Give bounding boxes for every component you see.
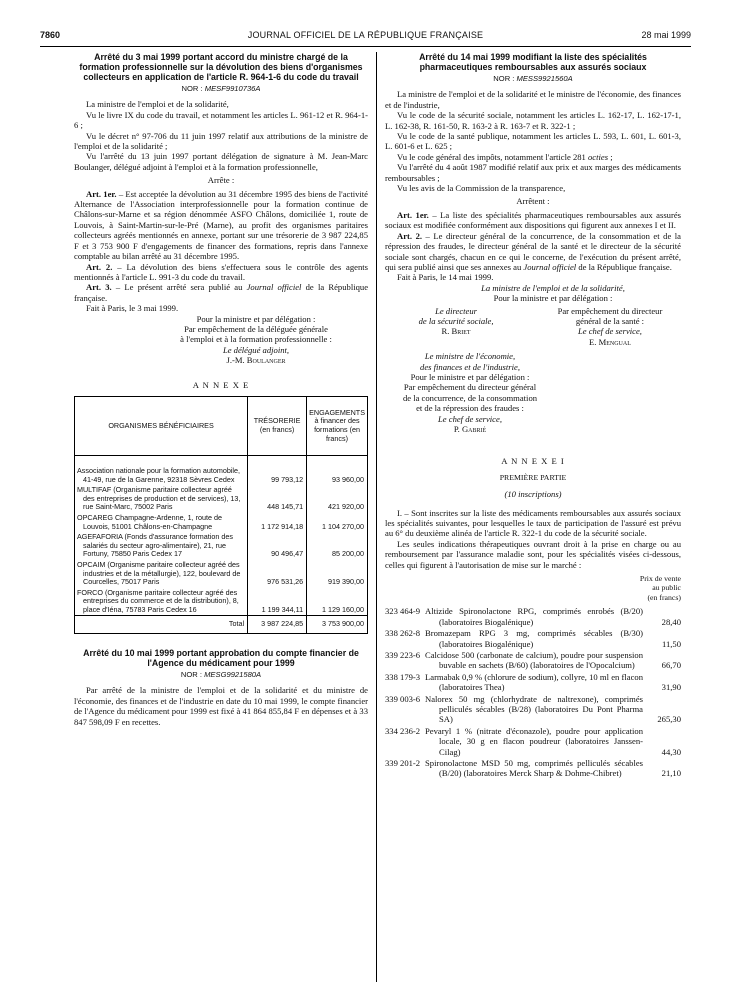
- header-rule: [40, 46, 691, 47]
- arretent-heading: Arrêtent :: [516, 196, 550, 207]
- decree-title: Arrêté du 3 mai 1999 portant accord du ministre chargé de la formation professionnelle sur la dévolution des biens d'organismes collecteurs en application de l'article R. 964-1-6 du code du travail: [79, 52, 363, 82]
- paragraph: Vu l'arrêté du 13 juin 1997 portant délégation de signature à M. Jean-Marc Boulanger, délégué adjoint à l'emploi et à la formation professionnelle,: [74, 151, 368, 172]
- column-header: TRÉSORERIE (en francs): [248, 396, 307, 455]
- list-item: 339 201-2 Spironolactone MSD 50 mg, comprimés pelliculés sécables (B/20) (laboratoires Merck Sharp & Dohme-Chibret) 21,10: [385, 757, 681, 779]
- nor-reference: NOR : MESS9921560A: [493, 74, 573, 83]
- table-total-row: Total 3 987 224,85 3 753 900,00: [75, 616, 368, 634]
- list-item: 334 236-2 Pevaryl 1 % (nitrate d'éconazole), poudre pour application locale, 30 g en flacon poudreur (laboratoires Janssen-Cilag) 44,30: [385, 725, 681, 757]
- table-row: OPCAIM (Organisme paritaire collecteur agréé des industries et de la métallurgie), 122, boulevard de Courcelles, 75017 Paris 976 531,26 919 390,00: [75, 560, 368, 588]
- table-row: OPCAREG Champagne-Ardenne, 1, route de Louvois, 51001 Châlons-en-Champagne 1 172 914,18 1 104 270,00: [75, 513, 368, 532]
- article: Art. 2. – Le directeur général de la concurrence, de la consommation et de la répression des fraudes, le directeur général de la santé et le directeur de la sécurité sociale sont chargés, chacun en ce qui le concerne, de l'exécution du présent arrêté, qui sera publié ainsi que ses annexes au Journal officiel de la République française.: [385, 230, 681, 272]
- nor-reference: NOR : MESF9910736A: [181, 84, 261, 93]
- paragraph: Vu le code général des impôts, notamment l'article 281 octies ;: [397, 151, 613, 162]
- list-item: 338 262-8 Bromazepam RPG 3 mg, comprimés sécables (B/30) (laboratoires Biogalénique) 11,50: [385, 628, 681, 649]
- annex-title: A N N E X E I: [501, 456, 565, 467]
- signature-block: La ministre de l'emploi et de la solidarité, Pour la ministre et par délégation :: [481, 282, 625, 304]
- signature-pair: Le directeur de la sécurité sociale, R. Briet Par empêchement du directeur général de la santé : Le chef de service, E. Mengual: [418, 305, 663, 347]
- paragraph: Vu le décret n° 97-706 du 11 juin 1997 relatif aux attributions de la ministre de l'emploi et de la solidarité ;: [74, 130, 368, 152]
- paragraph: La ministre de l'emploi et de la solidarité et le ministre de l'économie, des finances et de l'industrie,: [385, 89, 681, 110]
- medication-list: [385, 606, 681, 779]
- paragraph: Par arrêté de la ministre de l'emploi et de la solidarité et du ministre de l'économie, des finances et de l'industrie en date du 10 mai 1999, le compte financier de l'Agence du médicament pour 1999 est fixé à 41 864 855,84 F en dépenses et à 33 847 598,09 F en recettes.: [74, 685, 368, 727]
- price-header: Prix de vente au public (en francs): [639, 574, 681, 602]
- issue-date: 28 mai 1999: [641, 30, 691, 40]
- decree-title: Arrêté du 14 mai 1999 modifiant la liste des spécialités pharmaceutiques remboursables aux assurés sociaux: [419, 52, 647, 72]
- signature-block: Pour la ministre et par délégation : Par empêchement de la déléguée générale à l'emploi et à la formation professionnelle : Le délégué adjoint, J.-M. Boulanger: [180, 313, 332, 366]
- article: Art. 1er. – La liste des spécialités pharmaceutiques remboursables aux assurés sociaux est modifiée conformément aux dispositions qui figurent aux annexes I et II.: [385, 209, 681, 231]
- list-item: 338 179-3 Larmabak 0,9 % (chlorure de sodium), collyre, 10 ml en flacon (laboratoires Thea) 31,90: [385, 671, 681, 693]
- annex-table: [74, 396, 368, 634]
- column-header: ORGANISMES BÉNÉFICIAIRES: [75, 396, 248, 455]
- table-row: FORCO (Organisme paritaire collecteur agréé des entreprises du commerce et de la distribution), 8, place d'Iéna, 75783 Paris Cedex 16 1 199 344,11 1 129 160,00: [75, 588, 368, 616]
- article: Art. 3. – Le présent arrêté sera publié au Journal officiel de la République française.: [74, 282, 369, 303]
- part-heading: PREMIÈRE PARTIE: [499, 472, 567, 482]
- paragraph: Vu le livre IX du code du travail, et notamment les articles L. 961-12 et R. 964-1-6 ;: [74, 109, 368, 131]
- column-separator: [376, 52, 377, 982]
- nor-reference: NOR : MESG9921580A: [180, 670, 262, 680]
- paragraph: Vu le code de la santé publique, notamment les articles L. 593, L. 601, L. 601-3, L. 601-6 et L. 625 ;: [385, 131, 681, 152]
- page-number: 7860: [40, 30, 61, 40]
- signature-block: Le ministre de l'économie, des finances et de l'industrie, Pour le ministre et par délégation : Par empêchement du directeur général de la concurrence, de la consommation et de la répression des fraudes : Le chef de service, P. Gabrié: [402, 351, 538, 434]
- list-item: 323 464-9 Altizide Spironolactone RPG, comprimés enrobés (B/20) (laboratoires Biogalénique) 28,40: [385, 606, 681, 627]
- arrete-heading: Arrête :: [207, 175, 235, 186]
- left-column: [74, 52, 368, 727]
- paragraph: Les seules indications thérapeutiques ouvrant droit à la prise en charge ou au remboursement par l'assurance maladie sont, pour les spécialités visées ci-dessous, celles qui figurent à l'autorisation de mise sur le marché :: [385, 538, 681, 570]
- page-header: [40, 30, 691, 44]
- paragraph: Vu le code de la sécurité sociale, notamment les articles L. 162-17, L. 162-17-1, L. 162-38, R. 161-50, R. 163-2 à R. 163-7 et R. 322-1 ;: [385, 110, 681, 131]
- journal-title: JOURNAL OFFICIEL DE LA RÉPUBLIQUE FRANÇAISE: [247, 30, 484, 40]
- paragraph: Vu les avis de la Commission de la transparence,: [397, 183, 566, 194]
- paragraph: Vu l'arrêté du 4 août 1987 modifié relatif aux prix et aux marges des médicaments remboursables ;: [385, 162, 681, 183]
- table-row: AGEFAFORIA (Fonds d'assurance formation des salariés du secteur agro-alimentaire), 21, rue Fortuny, 75850 Paris Cedex 17 90 496,47 85 200,00: [75, 532, 368, 560]
- list-item: 339 003-6 Nalorex 50 mg (chlorhydrate de naltrexone), comprimés pelliculés sécables (B/28) (laboratoires Du Pont Pharma SA) 265,30: [385, 693, 681, 725]
- table-row: MULTIFAF (Organisme paritaire collecteur agréé des entreprises de production et de services), 13, rue Saint-Marc, 75002 Paris 448 145,71 421 920,00: [75, 485, 368, 513]
- signature-date: Fait à Paris, le 14 mai 1999.: [397, 272, 494, 283]
- signature-date: Fait à Paris, le 3 mai 1999.: [86, 303, 179, 314]
- inscriptions-count: (10 inscriptions): [504, 489, 562, 500]
- annex-title: A N N E X E: [192, 379, 250, 390]
- list-item: 339 223-6 Calcidose 500 (carbonate de calcium), poudre pour suspension buvable en sachets (B/60) (laboratoires de l'Opocalcium) 66,70: [385, 649, 681, 671]
- decree-title: Arrêté du 10 mai 1999 portant approbation du compte financier de l'Agence du médicament pour 1999: [83, 648, 359, 669]
- column-header: ENGAGEMENTS à financer des formations (en francs): [307, 396, 368, 455]
- right-column: [385, 52, 681, 780]
- table-row: Association nationale pour la formation automobile, 41-49, rue de la Garenne, 92318 Sèvres Cedex 99 793,12 93 960,00: [75, 466, 368, 485]
- article: Art. 1er. – Est acceptée la dévolution au 31 décembre 1995 des biens de l'activité Alternance de l'Association interprofessionnelle pour la formation continue de Châlons-sur-Marne et sa région dénommée ASFO Châlons, domiciliée 1, route de Louvois, à Saint-Martin-sur-le-Pré (Marne), au profit des organismes paritaires collecteurs agréés mentionnés en annexe, portant sur une trésorerie de 3 987 224,85 F et 3 753 900 F d'engagements de financer des formations, repris dans l'annexe comptable au bilan arrêté au 31 décembre 1995.: [74, 188, 368, 262]
- paragraph: I. – Sont inscrites sur la liste des médicaments remboursables aux assurés sociaux les spécialités suivantes, pour lesquelles le taux de participation de l'assuré est prévu au 6° du deuxième alinéa de l'article R. 322-1 du code de la sécurité sociale.: [385, 507, 681, 539]
- article: Art. 2. – La dévolution des biens s'effectuera sous le contrôle des agents mentionnés à l'article L. 991-3 du code du travail.: [74, 261, 369, 282]
- paragraph: La ministre de l'emploi et de la solidarité,: [86, 99, 229, 110]
